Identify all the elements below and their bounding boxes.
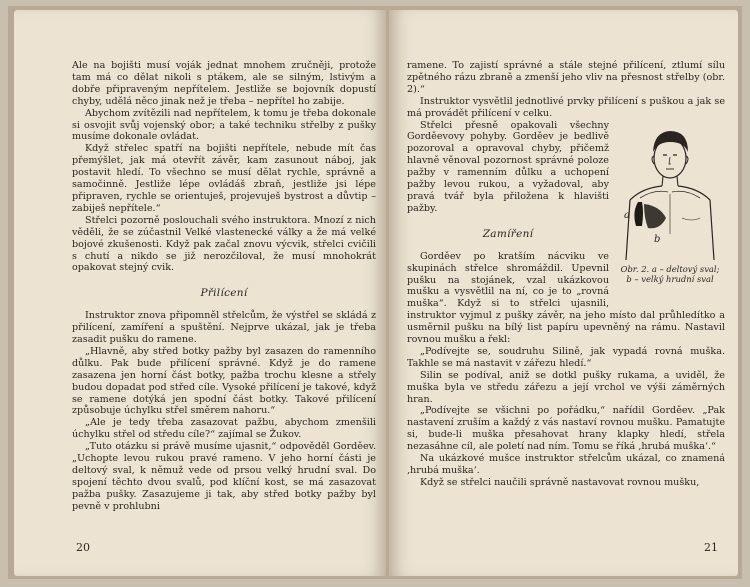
open-book <box>8 6 742 579</box>
paragraph: Instruktor znova připomněl střelcům, že výstřel se skládá z přilícení, zamíření a spuštění. Nejprve ukázal, jak je třeba zasadit pušku do ramene. <box>72 310 376 346</box>
paragraph: „Tuto otázku si právě musíme ujasnit,“ odpověděl Gorděev. „Uchopte levou rukou pravé rameno. V jeho horní části je deltový sval, k němuž vede od prsou velký hrudní sval. Do spojení těchto dvou svalů, pod klíční kost, se má zasazovat pažba pušky. Zasazujeme ji tak, aby střed botky pažby byl pevně v prohlubni <box>72 441 376 512</box>
section-heading: Zamíření <box>482 227 534 240</box>
paragraph: Gorděev po kratším nácviku ve skupinách střelce shromáždil. Upevnil pušku na stojánek, vzal ukázkovou mušku a vysvětlil na ní, co je to „rovná muška“. Když si to střelci ujasnili, instruktor vyjmul z pušky závěr, na jeho místo dal průhledítko a usměrnil pušku na bílý list papíru upevněný na rámu. Nastavil rovnou mušku a řekl: <box>407 250 725 346</box>
paragraph: „Podívejte se všichni po pořádku,“ nařídil Gorděev. „Pak nastavení zruším a každý z vás nastaví rovnou mušku. Pamatujte si, bude-li muška přesahovat hrany klapky hledí, střela nezasáhne cíl, ale poletí nad ním. Tomu se říká ‚hrubá muška‘.“ <box>407 405 725 453</box>
anatomy-figure <box>615 122 725 298</box>
right-page <box>389 10 738 576</box>
paragraph: „Podívejte se, soudruhu Silině, jak vypadá rovná muška. Takhle se má nastavit v zářezu hledí.“ <box>407 345 725 369</box>
torso-illustration <box>620 122 720 262</box>
figure-label-a: a <box>624 209 630 221</box>
paragraph: Na ukázkové mušce instruktor střelcům ukázal, co znamená ‚hrubá muška‘. <box>407 453 725 476</box>
caption-line: b – velký hrudní sval <box>626 273 714 284</box>
paragraph: Instruktor vysvětlil jednotlivé prvky přilícení s puškou a jak se má provádět přilícení v celku. <box>407 95 725 119</box>
paragraph: Ale na bojišti musí voják jednat mnohem zručněji, protože tam má co dělat nikoli s ptákem, ale se silným, lstivým a dobře připraveným nepřítelem. Jestliže se bojovník dopustí chyby, udělá něco jinak než je třeba – nepřítel ho zabije. <box>72 60 376 107</box>
paragraph: ramene. To zajistí správné a stále stejné přilícení, ztlumí sílu zpětného rázu zbraně a zmenší jeho vliv na přesnost střelby (obr. 2).“ <box>407 60 725 95</box>
figure-caption <box>615 264 725 284</box>
paragraph: Silin se podíval, aniž se dotkl pušky rukama, a uviděl, že muška byla ve středu zářezu a její vrchol ve výši záměrných hran. <box>407 369 725 405</box>
section-heading: Přilícení <box>200 287 248 300</box>
paragraph: „Hlavně, aby střed botky pažby byl zasazen do ramenního důlku. Pak bude přilícení správné. Když je do ramene zasazena jen horní část botky, pažba trochu klesne a střely budou dopadat pod střed cíle. Vysoké přilícení je takové, když se ramene dotýká jen spodní část botky. Takové přilícení způsobuje úchylku střel směrem nahoru.“ <box>72 345 376 417</box>
paragraph: Střelci pozorně poslouchali svého instruktora. Mnozí z nich věděli, že se zúčastnil Velké vlastenecké války a že má velké bojové zkušenosti. Když pak začal znovu výcvik, střelci cvičili s chutí a nikdo se již nerozčiloval, že musí mnohokrát opakovat stejný cvik. <box>72 214 376 274</box>
caption-line: Obr. 2. a – deltový sval; <box>620 263 720 274</box>
paragraph: Abychom zvítězili nad nepřítelem, k tomu je třeba dokonale si osvojit svůj vojenský obor; a také techniku střelby z pušky musíme dokonale ovládat. <box>72 107 376 143</box>
right-page-text <box>407 60 725 489</box>
paragraph: Když se střelci naučili správně nastavovat rovnou mušku, <box>420 476 700 488</box>
page-number: 20 <box>76 541 90 554</box>
paragraph: Střelci přesně opakovali všechny Gorděevovy pohyby. Gorděev je bedlivě pozoroval a opravoval chyby, přičemž hlavně věnoval pozornost správné poloze pažby v ramenním důlku a uchopení pažby levou rukou, a vyžadoval, aby pravá tvář byla přiložena k hlavišti pažby. <box>407 119 609 214</box>
paragraph: „Ale je tedy třeba zasazovat pažbu, abychom zmenšili úchylku střel od středu cíle?“ zajímal se Žukov. <box>72 417 376 441</box>
page-number: 21 <box>704 541 718 554</box>
figure-label-b: b <box>654 233 661 245</box>
left-page-text <box>72 60 376 513</box>
paragraph: Když střelec spatří na bojišti nepřítele, nebude mít čas přemýšlet, jak má otevřít závěr, kam zasunout náboj, jak postavit hledí. To všechno se musí dělat rychle, správně a samočinně. Jestliže lépe ovládáš zbraň, jestliže jsi lépe připraven, rychle se orientuješ, projevuješ bystrost a důvtip – zabiješ nepřítele.“ <box>72 143 376 214</box>
left-page <box>14 10 386 576</box>
